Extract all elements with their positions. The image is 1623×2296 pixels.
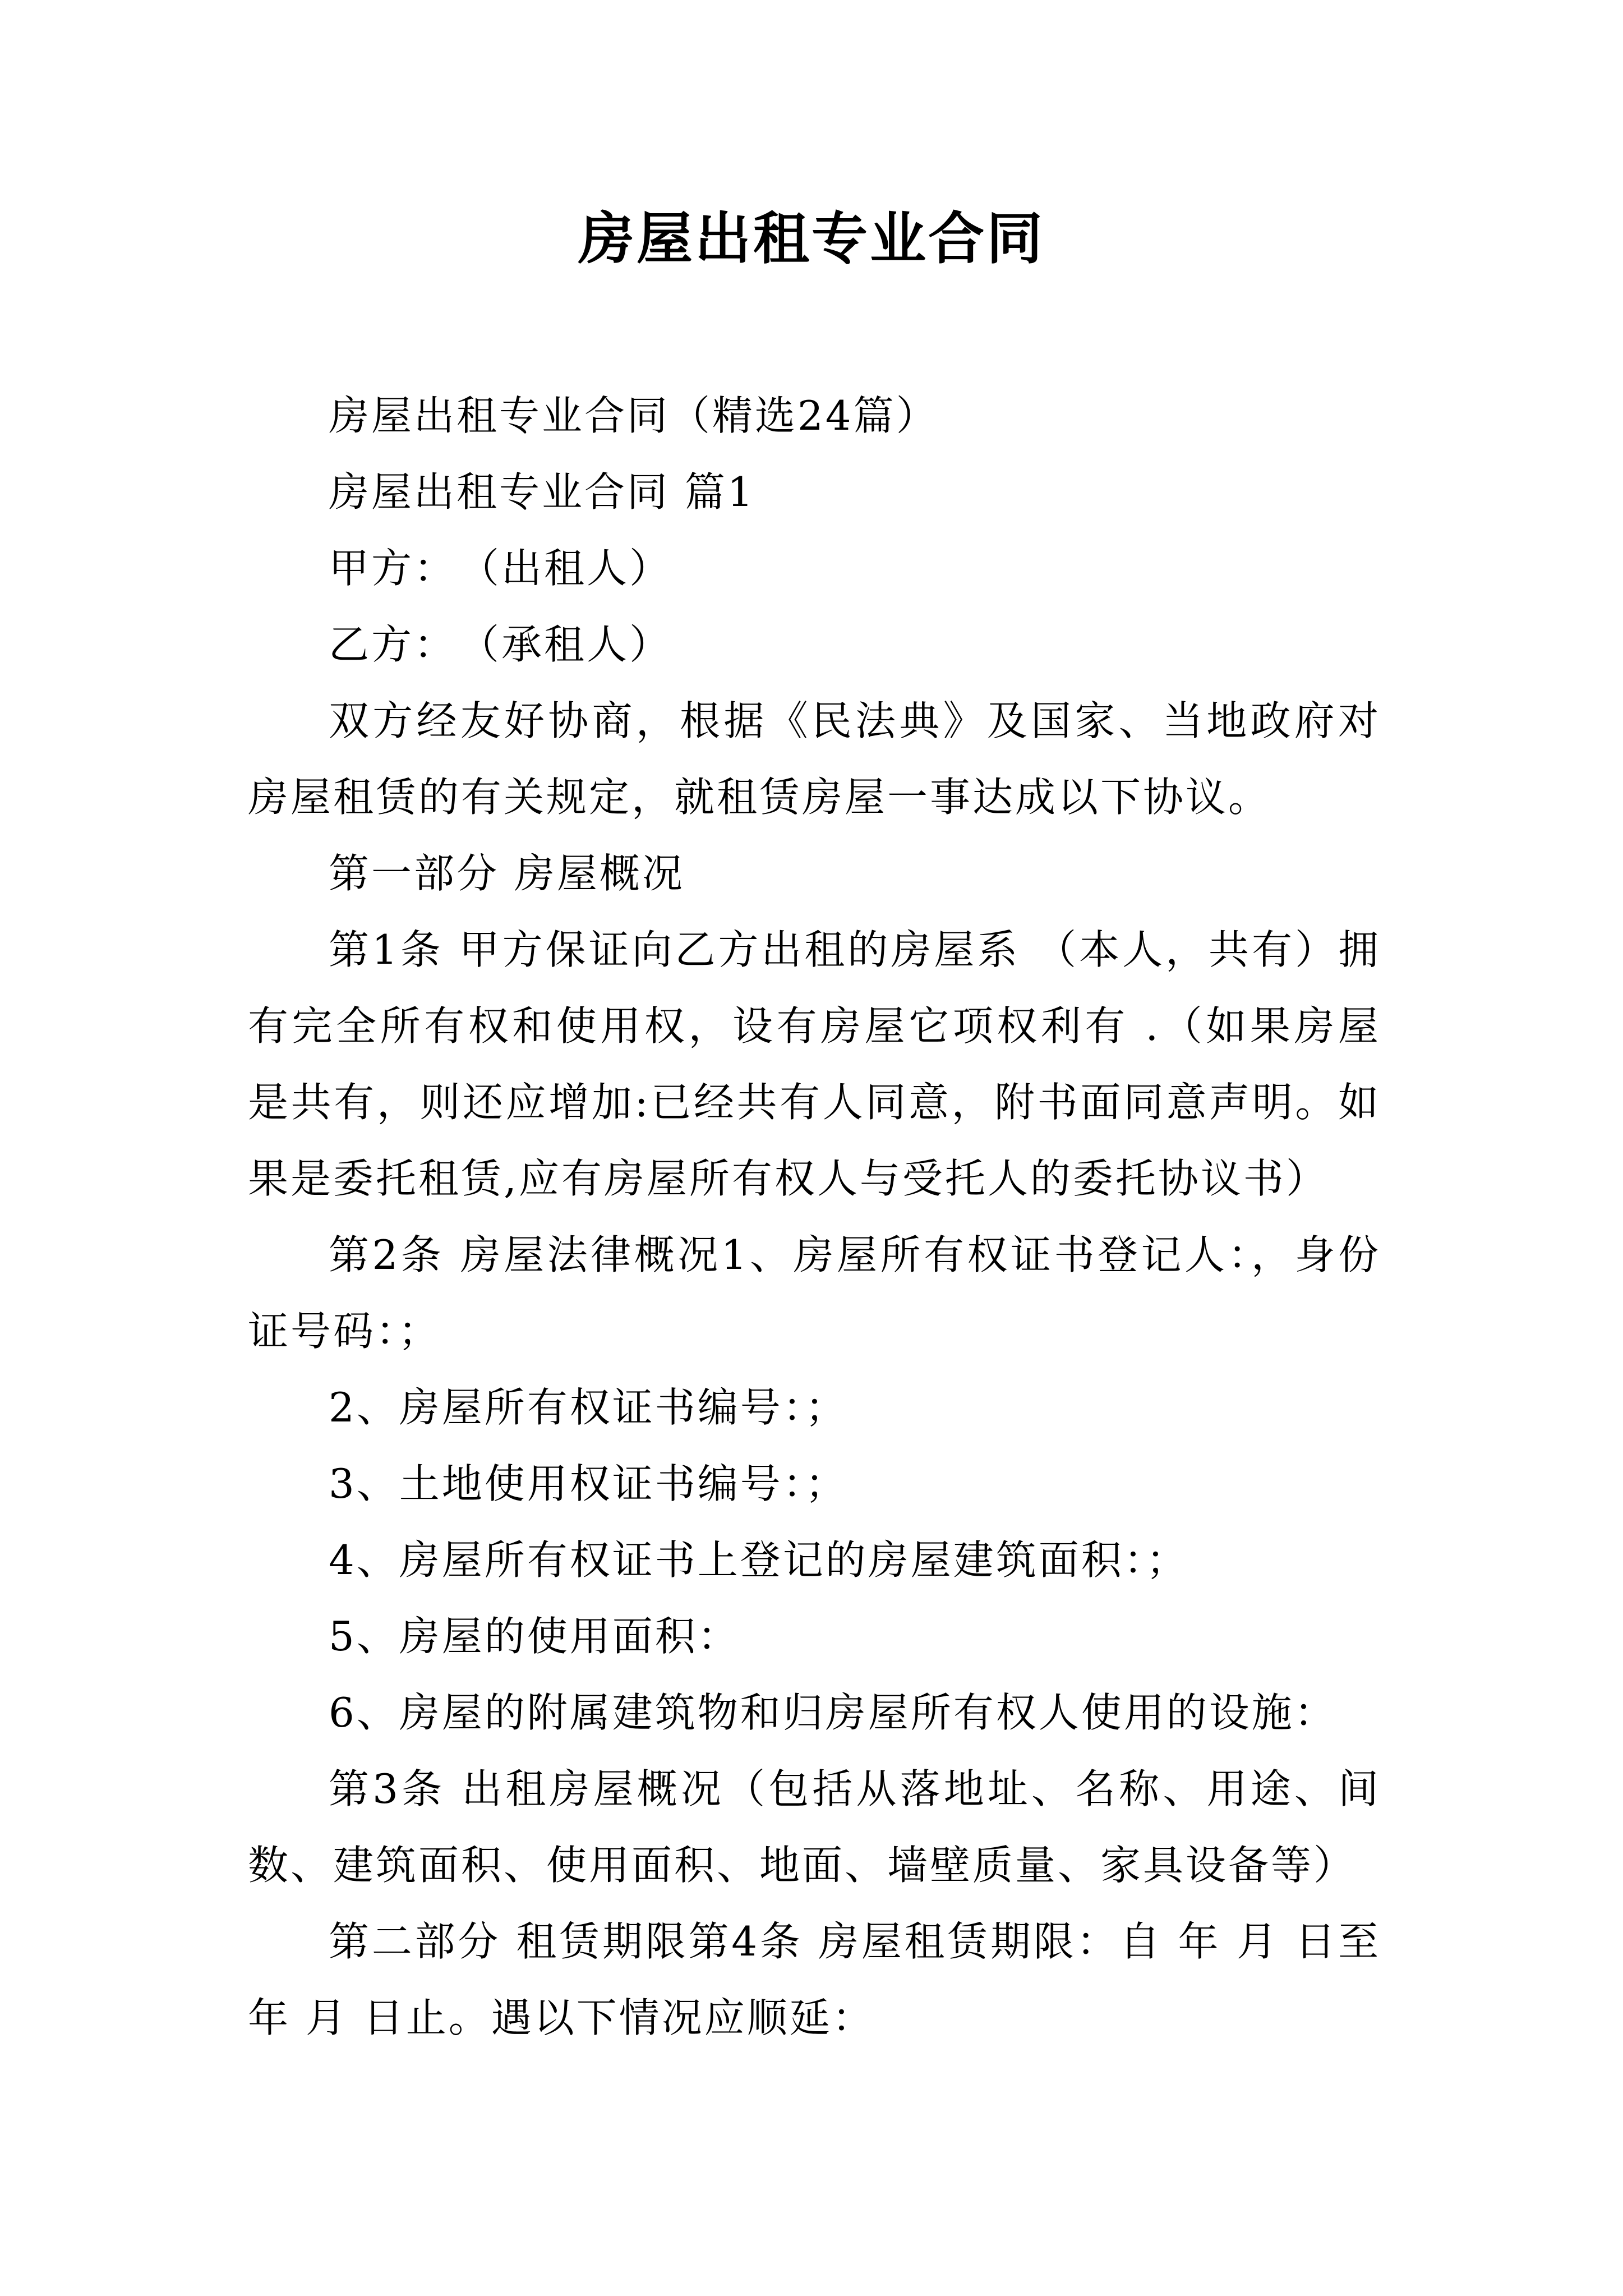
document-title: 房屋出租专业合同 (578, 205, 1045, 272)
paragraph-part-two-clause-4: 第二部分 租赁期限第4条 房屋租赁期限：自 年 月 日至 年 月 日止。遇以下情况应顺延： (248, 1918, 1381, 2041)
paragraph-item-5: 5、房屋的使用面积： (329, 1613, 740, 1660)
paragraph-clause-2: 第2条 房屋法律概况1、房屋所有权证书登记人：，身份证号码：； (248, 1231, 1381, 1355)
paragraph-party-a: 甲方： （出租人） (329, 545, 672, 592)
paragraph-part-one-heading: 第一部分 房屋概况 (329, 850, 685, 897)
paragraph-item-2: 2、房屋所有权证书编号：； (329, 1384, 848, 1431)
paragraph-article-heading: 房屋出租专业合同 篇1 (329, 468, 755, 516)
document-body (248, 378, 1381, 2056)
paragraph-clause-3: 第3条 出租房屋概况（包括从落地址、名称、用途、间数、建筑面积、使用面积、地面、墙壁质量、家具设备等） (248, 1765, 1381, 1889)
paragraph-preamble: 双方经友好协商，根据《民法典》及国家、当地政府对房屋租赁的有关规定，就租赁房屋一事达成以下协议。 (248, 697, 1381, 821)
paragraph-party-b: 乙方： （承租人） (329, 621, 672, 668)
paragraph-item-6: 6、房屋的附属建筑物和归房屋所有权人使用的设施： (329, 1689, 1337, 1736)
paragraph-item-4: 4、房屋所有权证书上登记的房屋建筑面积：； (329, 1536, 1189, 1584)
paragraph-collection-heading: 房屋出租专业合同（精选24篇） (329, 392, 939, 439)
paragraph-clause-1: 第1条 甲方保证向乙方出租的房屋系 （本人，共有）拥有完全所有权和使用权，设有房屋它项权利有 .（如果房屋是共有，则还应增加:已经共有人同意，附书面同意声明。如果是委托租赁,应有房屋所有权人与受托人的委托协议书） (248, 926, 1381, 1202)
paragraph-item-3: 3、土地使用权证书编号：； (329, 1460, 848, 1507)
